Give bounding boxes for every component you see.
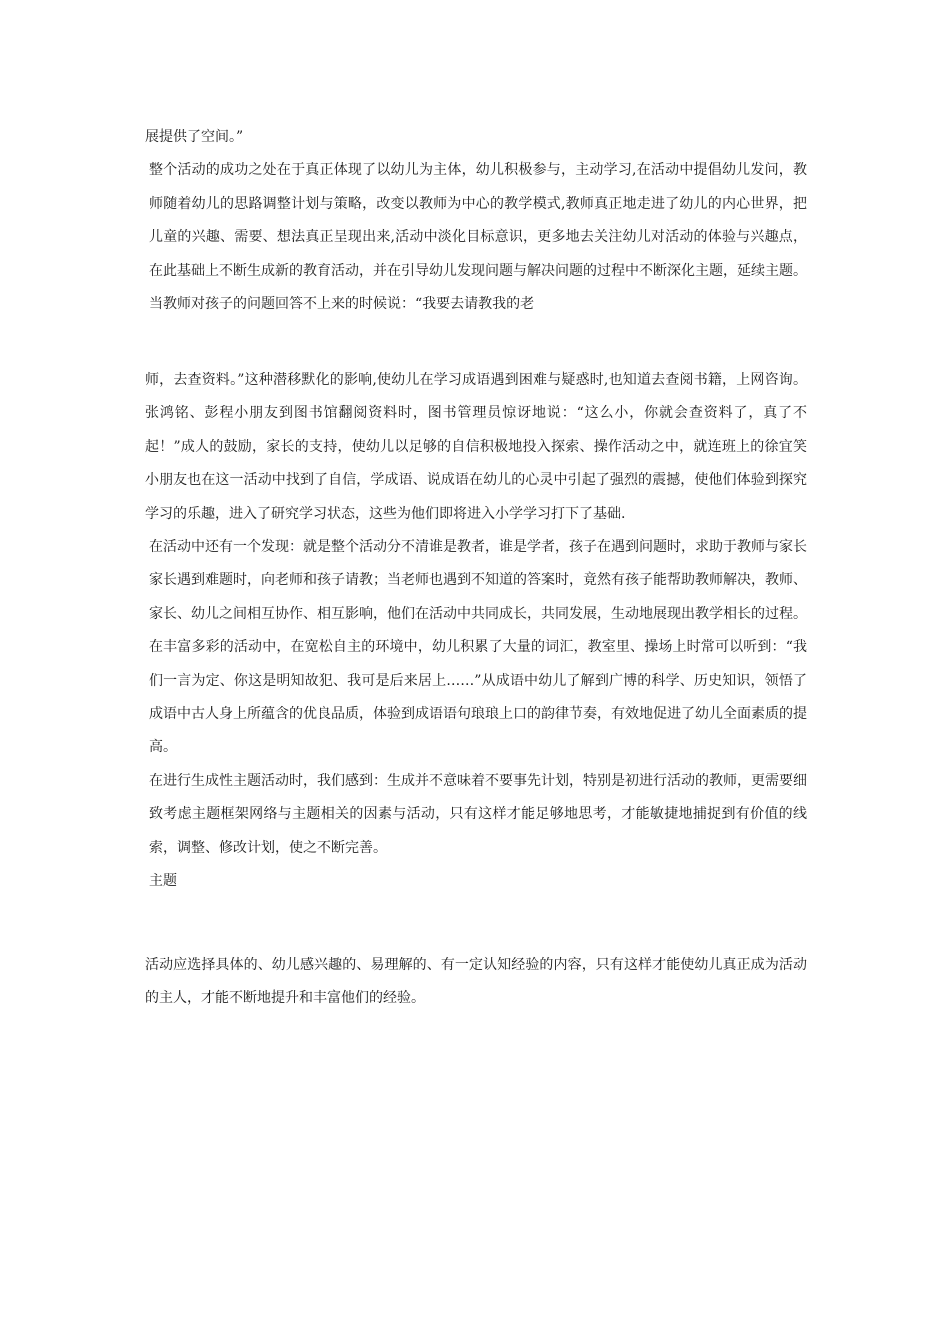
paragraph-activity-success: 整个活动的成功之处在于真正体现了以幼儿为主体，幼儿积极参与，主动学习,在活动中提倡幼儿发问，教师随着幼儿的思路调整计划与策略，改变以教师为中心的教学模式,教师真正地走进了幼儿的内心世界，把儿童的兴趣、需要、想法真正呈现出来,活动中淡化目标意识，更多地去关注幼儿对活动的体验与兴趣点，在此基础上不断生成新的教育活动，并在引导幼儿发现问题与解决问题的过程中不断深化主题，延续主题。 [149, 162, 807, 279]
paragraph-generative-theme: 在进行生成性主题活动时，我们感到：生成并不意味着不要事先计划，特别是初进行活动的教师，更需要细致考虑主题框架网络与主题相关的因素与活动，只有这样才能足够地思考，才能敏捷地捕捉到有价值的线索，调整、修改计划，使之不断完善。 [149, 772, 807, 856]
paragraph-teacher-answer: 当教师对孩子的问题回答不上来的时候说：“我要去请教我的老 [149, 296, 535, 313]
text-block-top [145, 121, 807, 321]
paragraph-continuation: 展提供了空间。” [145, 129, 244, 145]
text-block-middle [145, 364, 807, 899]
text-block-bottom [145, 949, 807, 1016]
paragraph-research-influence: 师，去查资料。”这种潜移默化的影响,使幼儿在学习成语遇到困难与疑惑时,也知道去查阅书籍，上网咨询。张鸿铭、彭程小朋友到图书馆翻阅资料时，图书管理员惊讶地说：“这么小，你就会查资料了，真了不起！”成人的鼓励，家长的支持，使幼儿以足够的自信积极地投入探索、操作活动之中，就连班上的徐宜笑小朋友也在这一活动中找到了自信，学成语、说成语在幼儿的心灵中引起了强烈的震撼，使他们体验到探究学习的乐趣，进入了研究学习状态，这些为他们即将进入小学学习打下了基础. [145, 372, 807, 522]
paragraph-discovery: 在活动中还有一个发现：就是整个活动分不清谁是教者，谁是学者，孩子在遇到问题时，求助于教师与家长家长遇到难题时，向老师和孩子请教；当老师也遇到不知道的答案时，竟然有孩子能帮助教师解决，教师、家长、幼儿之间相互协作、相互影响，他们在活动中共同成长，共同发展，生动地展现出教学相长的过程。 [149, 539, 807, 622]
paragraph-rich-activities: 在丰富多彩的活动中，在宽松自主的环境中，幼儿积累了大量的词汇，教室里、操场上时常可以听到：“我们一言为定、你这是明知故犯、我可是后来居上……”从成语中幼儿了解到广博的科学、历史知识，领悟了成语中古人身上所蕴含的优良品质，体验到成语语句琅琅上口的韵律节奏，有效地促进了幼儿全面素质的提高。 [149, 639, 807, 756]
paragraph-theme-label: 主题 [149, 873, 177, 890]
paragraph-content-selection: 活动应选择具体的、幼儿感兴趣的、易理解的、有一定认知经验的内容，只有这样才能使幼儿真正成为活动的主人，才能不断地提升和丰富他们的经验。 [145, 957, 807, 1007]
